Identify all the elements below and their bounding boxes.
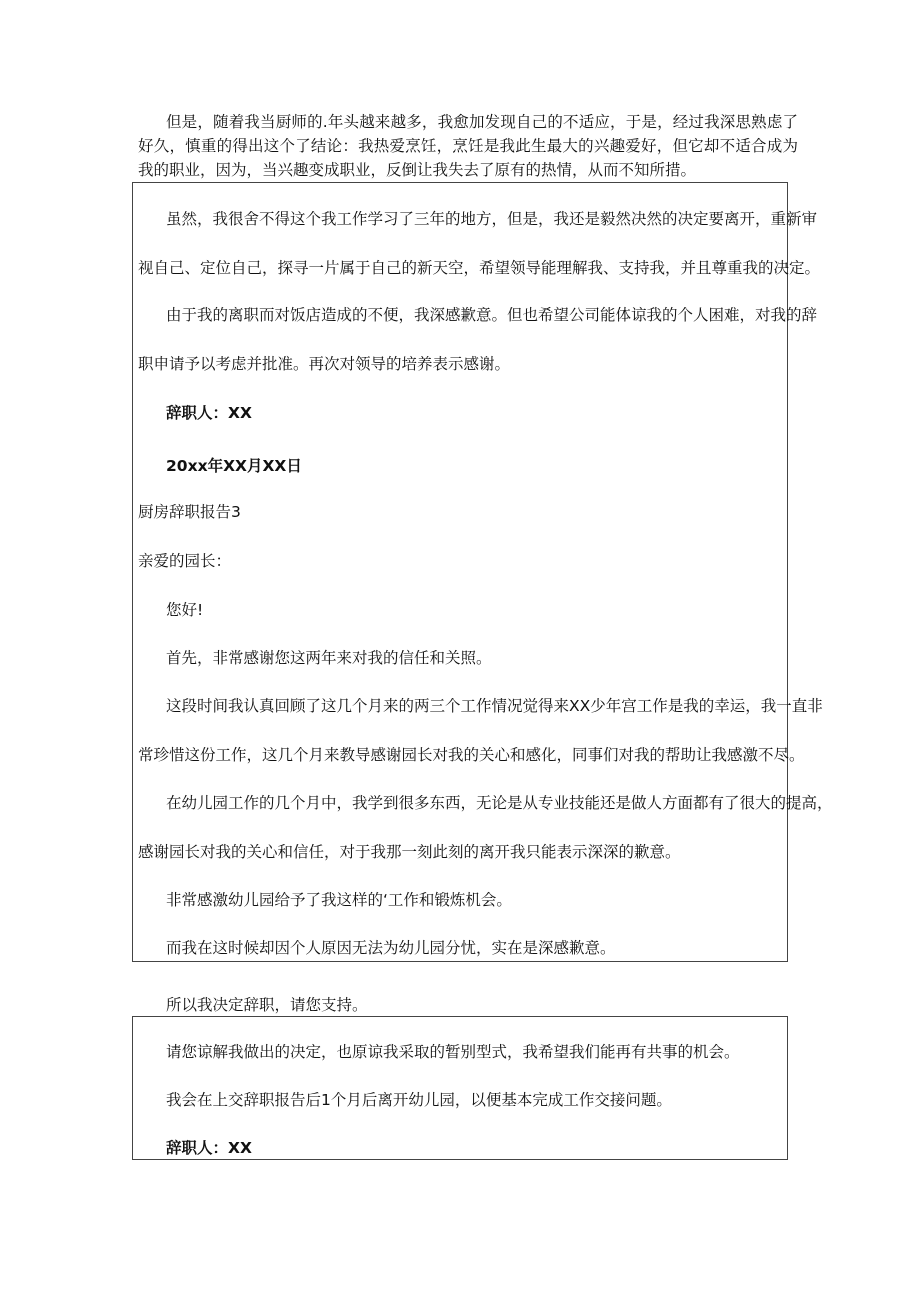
report-heading: 厨房辞职报告3 — [138, 503, 241, 521]
box1-p5-line1: 在幼儿园工作的几个月中，我学到很多东西，无论是从专业技能还是做人方面都有了很大的提高， — [166, 794, 833, 812]
box1-p4-line2: 常珍惜这份工作，这几个月来教导感谢园长对我的关心和感化，同事们对我的帮助让我感激不尽。 — [138, 746, 805, 764]
between-text: 所以我决定辞职，请您支持。 — [166, 996, 368, 1014]
box1-p2-line1: 由于我的离职而对饭店造成的不便，我深感歉意。但也希望公司能体谅我的个人困难，对我的辞 — [166, 306, 818, 324]
greeting: 您好! — [166, 601, 204, 619]
box1-p1-line1: 虽然，我很舍不得这个我工作学习了三年的地方，但是，我还是毅然决然的决定要离开，重新审 — [166, 210, 818, 228]
box1-p6: 非常感激幼儿园给予了我这样的‘工作和锻炼机会。 — [166, 891, 512, 909]
box1-p4-line1: 这段时间我认真回顾了这几个月来的两三个工作情况觉得来XX少年宫工作是我的幸运，我一直非 — [166, 697, 823, 715]
salutation: 亲爱的园长： — [138, 552, 232, 570]
box1-p3: 首先，非常感谢您这两年来对我的信任和关照。 — [166, 649, 492, 667]
box1-date: 20xx年XX月XX日 — [166, 457, 302, 475]
box2-p1: 请您谅解我做出的决定，也原谅我采取的暂别型式，我希望我们能再有共事的机会。 — [166, 1043, 740, 1061]
box2-p2: 我会在上交辞职报告后1个月后离开幼儿园，以便基本完成工作交接问题。 — [166, 1091, 672, 1109]
box2-signature: 辞职人：XX — [166, 1139, 252, 1157]
intro-paragraph: 但是，随着我当厨师的.年头越来越多，我愈加发现自己的不适应，于是，经过我深思熟虑了好久，慎重的得出这个了结论：我热爱烹饪，烹饪是我此生最大的兴趣爱好，但它却不适合成为我的职业，因为，当兴趣变成职业，反倒让我失去了原有的热情，从而不知所措。 — [138, 113, 798, 179]
box1-p7: 而我在这时候却因个人原因无法为幼儿园分忧，实在是深感歉意。 — [166, 939, 616, 957]
box1-p2-line2: 职申请予以考虑并批准。再次对领导的培养表示感谢。 — [138, 355, 511, 373]
box1-p1-line2: 视自己、定位自己，探寻一片属于自己的新天空，希望领导能理解我、支持我，并且尊重我的决定。 — [138, 259, 821, 277]
box1-signature: 辞职人：XX — [166, 404, 252, 422]
box1-p5-line2: 感谢园长对我的关心和信任，对于我那一刻此刻的离开我只能表示深深的歉意。 — [138, 843, 681, 861]
